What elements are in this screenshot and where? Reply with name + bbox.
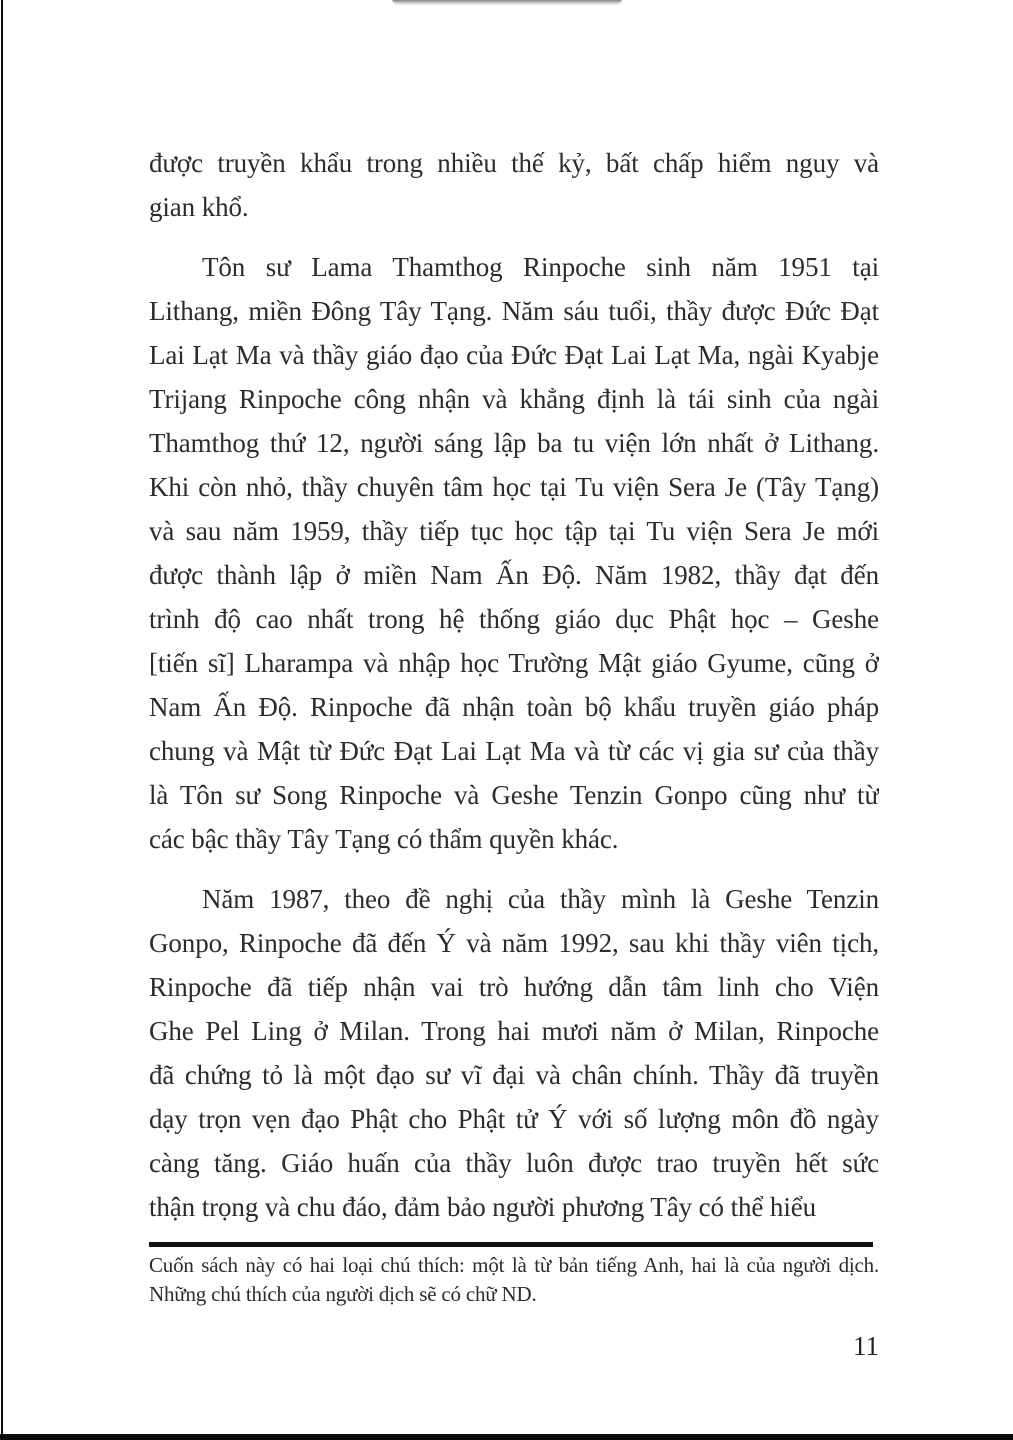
text-line: đã chứng tỏ là một đạo sư vĩ đại và chân chính. Thầy đã truyền bbox=[149, 1060, 879, 1090]
text-line: [tiến sĩ] Lharampa và nhập học Trường Mật giáo Gyume, cũng ở bbox=[149, 648, 879, 678]
text-line: dạy trọn vẹn đạo Phật cho Phật tử Ý với số lượng môn đồ ngày bbox=[149, 1104, 879, 1134]
text-line: và sau năm 1959, thầy tiếp tục học tập tại Tu viện Sera Je mới bbox=[149, 516, 879, 546]
paragraph bbox=[149, 877, 879, 1229]
text-line: Năm 1987, theo đề nghị của thầy mình là Geshe Tenzin bbox=[202, 884, 879, 914]
paragraph bbox=[149, 245, 879, 861]
text-line: Thamthog thứ 12, người sáng lập ba tu viện lớn nhất ở Lithang. bbox=[149, 428, 879, 458]
text-line: là Tôn sư Song Rinpoche và Geshe Tenzin Gonpo cũng như từ bbox=[149, 780, 879, 810]
text-line: Tôn sư Lama Thamthog Rinpoche sinh năm 1951 tại bbox=[202, 252, 879, 282]
text-line: Gonpo, Rinpoche đã đến Ý và năm 1992, sau khi thầy viên tịch, bbox=[149, 928, 879, 958]
text-line: các bậc thầy Tây Tạng có thẩm quyền khác. bbox=[149, 824, 619, 854]
text-line: được thành lập ở miền Nam Ấn Độ. Năm 1982, thầy đạt đến bbox=[149, 560, 879, 590]
text-line: gian khổ. bbox=[149, 192, 249, 222]
text-line: Lithang, miền Đông Tây Tạng. Năm sáu tuổi, thầy được Đức Đạt bbox=[149, 296, 879, 326]
text-line: Rinpoche đã tiếp nhận vai trò hướng dẫn tâm linh cho Viện bbox=[149, 972, 879, 1002]
paragraph bbox=[149, 141, 879, 229]
text-line: Nam Ấn Độ. Rinpoche đã nhận toàn bộ khẩu truyền giáo pháp bbox=[149, 692, 879, 722]
page-content bbox=[149, 0, 879, 1361]
page-number: 11 bbox=[853, 1331, 879, 1361]
text-line: chung và Mật từ Đức Đạt Lai Lạt Ma và từ các vị gia sư của thầy bbox=[149, 736, 879, 766]
footnote-line: Cuốn sách này có hai loại chú thích: một là từ bản tiếng Anh, hai là của người dịch. bbox=[149, 1253, 879, 1277]
text-line: Ghe Pel Ling ở Milan. Trong hai mươi năm ở Milan, Rinpoche bbox=[149, 1016, 879, 1046]
text-line: Lai Lạt Ma và thầy giáo đạo của Đức Đạt Lai Lạt Ma, ngài Kyabje bbox=[149, 340, 879, 370]
text-line: được truyền khẩu trong nhiều thế kỷ, bất chấp hiểm nguy và bbox=[149, 148, 879, 178]
footnote-divider-rule bbox=[149, 1242, 873, 1247]
text-line: càng tăng. Giáo huấn của thầy luôn được trao truyền hết sức bbox=[149, 1148, 879, 1178]
left-scan-edge-line bbox=[1, 0, 3, 1440]
body-paragraphs bbox=[149, 0, 879, 1229]
bottom-scan-edge-bar bbox=[0, 1434, 1013, 1440]
footnote-line: Những chú thích của người dịch sẽ có chữ ND. bbox=[149, 1282, 537, 1306]
text-line: Trijang Rinpoche công nhận và khẳng định là tái sinh của ngài bbox=[149, 384, 879, 414]
text-line: Khi còn nhỏ, thầy chuyên tâm học tại Tu viện Sera Je (Tây Tạng) bbox=[149, 472, 879, 502]
text-line: trình độ cao nhất trong hệ thống giáo dục Phật học – Geshe bbox=[149, 604, 879, 634]
footnote bbox=[149, 1251, 879, 1309]
text-line: thận trọng và chu đáo, đảm bảo người phương Tây có thể hiểu bbox=[149, 1192, 817, 1222]
